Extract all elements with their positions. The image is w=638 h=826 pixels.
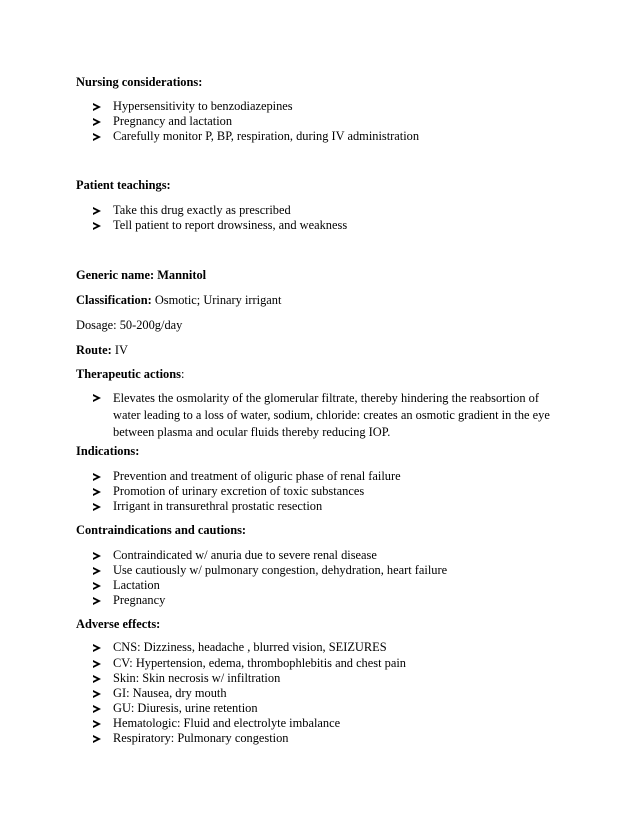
arrow-bullet-icon	[93, 133, 101, 141]
arrow-bullet-icon	[93, 582, 101, 590]
route-label: Route:	[76, 343, 112, 357]
list-item: GU: Diuresis, urine retention	[93, 701, 563, 716]
arrow-bullet-icon	[93, 690, 101, 698]
classification-line	[76, 293, 281, 308]
arrow-bullet-icon	[93, 660, 101, 668]
arrow-bullet-icon	[93, 675, 101, 683]
indications-heading: Indications:	[76, 444, 140, 458]
list-item: Take this drug exactly as prescribed	[93, 203, 563, 218]
arrow-bullet-icon	[93, 552, 101, 560]
route-line	[76, 343, 128, 358]
arrow-bullet-icon	[93, 473, 101, 481]
generic-name: Generic name: Mannitol	[76, 268, 207, 282]
nursing-heading: Nursing considerations:	[76, 75, 203, 89]
arrow-bullet-icon	[93, 567, 101, 575]
contraindications-heading: Contraindications and cautions:	[76, 523, 247, 537]
list-item: Elevates the osmolarity of the glomerular filtrate, thereby hindering the reabsortion of water leading to a loss of water, sodium, chloride: creates an osmotic gradient in the eye between plasma and ocular fluids thereby reducing IOP.	[93, 390, 553, 441]
arrow-bullet-icon	[93, 503, 101, 511]
list-item: Lactation	[93, 578, 563, 593]
arrow-bullet-icon	[93, 720, 101, 728]
arrow-bullet-icon	[93, 394, 101, 402]
list-item: Tell patient to report drowsiness, and weakness	[93, 218, 563, 233]
list-item: Pregnancy and lactation	[93, 114, 563, 129]
arrow-bullet-icon	[93, 118, 101, 126]
list-item: Respiratory: Pulmonary congestion	[93, 731, 563, 746]
arrow-bullet-icon	[93, 103, 101, 111]
list-item: Pregnancy	[93, 593, 563, 608]
list-item: Hypersensitivity to benzodiazepines	[93, 99, 563, 114]
dosage-line: Dosage: 50-200g/day	[76, 318, 183, 332]
list-item: Skin: Skin necrosis w/ infiltration	[93, 671, 563, 686]
arrow-bullet-icon	[93, 644, 101, 652]
adverse-heading: Adverse effects:	[76, 617, 161, 631]
list-item: Promotion of urinary excretion of toxic substances	[93, 484, 563, 499]
arrow-bullet-icon	[93, 705, 101, 713]
patient-heading: Patient teachings:	[76, 178, 171, 192]
list-item: Use cautiously w/ pulmonary congestion, dehydration, heart failure	[93, 563, 563, 578]
arrow-bullet-icon	[93, 222, 101, 230]
route-value: IV	[111, 343, 128, 357]
list-item: CNS: Dizziness, headache , blurred vision, SEIZURES	[93, 640, 563, 655]
list-item: Carefully monitor P, BP, respiration, during IV administration	[93, 129, 563, 144]
classification-value: Osmotic; Urinary irrigant	[151, 293, 282, 307]
list-item: CV: Hypertension, edema, thrombophlebitis and chest pain	[93, 656, 563, 671]
arrow-bullet-icon	[93, 207, 101, 215]
list-item: Prevention and treatment of oliguric phase of renal failure	[93, 469, 563, 484]
arrow-bullet-icon	[93, 488, 101, 496]
arrow-bullet-icon	[93, 735, 101, 743]
arrow-bullet-icon	[93, 597, 101, 605]
list-item: GI: Nausea, dry mouth	[93, 686, 563, 701]
list-item: Contraindicated w/ anuria due to severe renal disease	[93, 548, 563, 563]
therapeutic-label: Therapeutic actions	[76, 367, 181, 381]
list-item: Hematologic: Fluid and electrolyte imbalance	[93, 716, 563, 731]
classification-label: Classification:	[76, 293, 152, 307]
list-item: Irrigant in transurethral prostatic resection	[93, 499, 563, 514]
therapeutic-heading: Therapeutic actions:	[76, 367, 185, 381]
